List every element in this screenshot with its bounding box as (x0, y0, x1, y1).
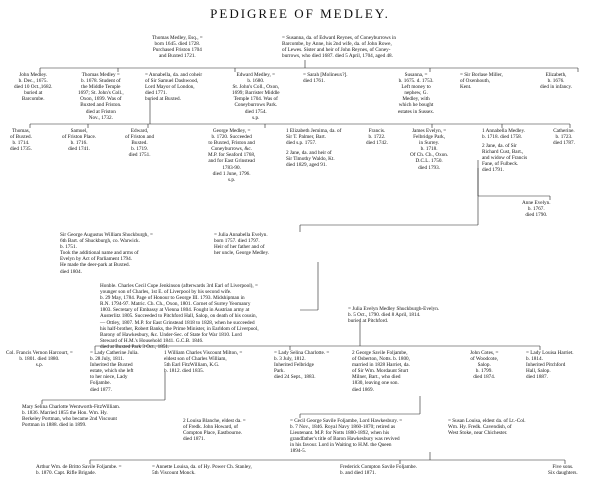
person-cope-jenkinson: Honble. Charles Cecil Cope Jenkinson (afterwards 3rd Earl of Liverpool), = younger son of Charles, 1st E. of Liverpool by his second wife. b. 29 May, 1784. Page of Honour to George III. 1793. Midshipman in R.N. 1794-97. Matric. Ch. Ch., Oxon, 1801. Cornet of Surrey Yeomanry 1803. Secretary of Embassy at Vienna 1804. Fought in Austrian army at Austerlitz 1805. Succeeded to Pitchford Hall, Salop, on death of his cousin, — Ottley, 1807. M.P. for East Grinstead 1818 to 1828, when he succeeded his half-brother, Robert Banks, the Prime Minister, in Earldom of Liverpool, Barony of Hawkesbury, &c. Under-Sec. of State for War 1810. Lord Steward of H.M.'s Household 1841. G.C.B. 1846. died at Buxted Park 3 Oct., 1851. (100, 283, 259, 350)
person-george-savile-foljambe: 2 George Savile Foljambe, of Osberton, Notts. b. 1800, married in 1828 Harriet, da. of Sir Wm. Mordaunt Sturt Milner, Bart., who died 1830, leaving one son. died 1869. (352, 350, 410, 393)
person-annabella-dashwood: = Annabella, da. and coheir of Sir Samuel Dashwood, Lord Mayor of London, died 1771. buried at Buxted. (145, 72, 203, 103)
person-frederick-foljambe: Frederick Compton Savile Foljambe. b. and died 1871. (340, 464, 417, 477)
person-susanna-reynes: = Susanna, da. of Edward Reynes, of Coneyburrows in Barcombe, by Anne, his 2nd wife, da. of John Rowe, of Lewes. Sister and heir of John Reynes, of Coney- burrows, who died 1687. died 5 April, 1704, aged 48. (282, 35, 397, 60)
person-edward-friston: Edward, of Friston and Buxted. b. 1719. died 1751. (125, 128, 155, 159)
person-shuckburgh: Sir George Augustus William Shuckburgh, = 6th Bart. of Shuckburgh, co. Warwick. b. 1751. Took the additional name and arms of Evelyn by Act of Parliament 1794. He made the deer-park at Buxted. died 1804. (60, 232, 153, 275)
person-elizabeth-1676: Elizabeth, b. 1676. died in infancy. (540, 72, 573, 91)
person-mary-selina: Mary Selina Charlotte Wentworth-FitzWilliam. b. 1836. Married 1855 the Hon. Wm. Hy. Berkeley Portman, who became 2nd Viscount Portman in 1888. died in 1899. (22, 404, 121, 429)
person-annette-louisa: = Annette Louisa, da. of Hy. Power Ch. Stanley, 5th Viscount Monck. (152, 464, 252, 477)
person-sarah-molineux: = Sarah [Molineux?]. died 1761. (303, 72, 348, 85)
person-julia-annabella-evelyn: = Julia Annabella Evelyn. born 1757. died 1797. Heir of her father and of her uncle, George Medley. (214, 232, 270, 257)
person-thomas-medley-1678: Thomas Medley = b. 1678. Student of the Middle Temple 1697; St. John's Coll., Oxon, 1699. Was of Buxted and Friston. died at Friston Nov., 1732. (78, 72, 124, 121)
person-fitzwilliam: 1 William Charles Viscount Milton, = eldest son of Charles William, 5th Earl FitzWilliam, K.G. b. 1812. died 1835. (164, 350, 243, 375)
person-lady-catherine-julia: = Lady Catherine Julia. b. 28 July, 1811. Inherited the Buxted estate, which she left to her niece, Lady Foljambe. died 1877. (90, 350, 139, 393)
person-john-medley-1675: John Medley. b. Dec., 1675. died 10 Oct.,1682. buried at Barcombe. (14, 72, 53, 103)
person-anne-evelyn: Anne Evelyn. b. 1767. died 1790. (522, 200, 551, 219)
person-edward-medley-1680: Edward Medley, = b. 1680. St. John's Coll., Oxon, 1699; Barrister Middle Temple 1704. Was of Coneyburrows Park. died 1754. s.p. (232, 72, 280, 121)
person-samuel-friston: Samuel, of Friston Place. b. 1716. died 1741. (62, 128, 97, 153)
person-thomas-buxted: Thomas, of Buxted. b. 1714. died 1735. (10, 128, 32, 153)
person-george-medley-1720: George Medley, = b. 1720. Succeeded to Buxted, Friston and Coneyburrows, &c. M.P. for Seaford 1768, and for East Grinstead 1783-90. died 1 June, 1796. s.p. (208, 128, 256, 183)
person-julia-shuckburgh-evelyn: = Julia Evelyn Medley Shuckburgh-Evelyn. b. 5 Oct., 1790. died 8 April, 1814. buried at Pitchford. (348, 306, 440, 325)
person-thomas-medley-1645: Thomas Medley, Esq., = born 1645. died 1728. Purchased Friston 1704 and Buxted 1721. (152, 35, 203, 60)
person-lady-louisa-harriet: = Lady Louisa Harriet. b. 1814. Inherited Pitchford Hall, Salop. died 1887. (526, 350, 574, 381)
person-annabella-medley-1718: 1 Annabella Medley. b. 1718. died 1758. (482, 128, 526, 141)
person-arthur-foljambe: Arthur Wm. de Britto Savile Foljambe. = b. 1870. Capt. Rifle Brigade. (36, 464, 122, 477)
person-cecil-foljambe: = Cecil George Savile Foljambe, Lord Hawkesbury. = b. 7 Nov., 1846. Royal Navy 1860-1870; retired as Lieutenant. M.P. for Notts 1880-1892, when his grandfather's title of Baron Hawkesbury was revived in his favour. Lord in Waiting to H.M. the Queen 1894-5. (290, 418, 403, 455)
page-title: PEDIGREE OF MEDLEY. (210, 6, 390, 21)
person-jane-waldo: 2 Jane, da. and heir of Sir Timothy Waldo, Kt. died 1829, aged 91. (286, 150, 335, 169)
person-susan-louisa: = Susan Louisa, eldest da. of Lt.-Col. Wm. Hy. Fredk. Cavendish, of West Stoke, near Chichester. (448, 418, 526, 437)
person-jane-fane: 2 Jane, da. of Sir Richard Cust, Bart., and widow of Francis Fane, of Fulbeck. died 1791. (482, 143, 528, 174)
person-borlase-miller: = Sir Borlase Miller, of Oxenhouth, Kent. (460, 72, 503, 91)
person-james-evelyn: James Evelyn, = Felbridge Park, in Surrey. b. 1718. Of Ch. Ch., Oxon. D.C.L. 1750. died 1793. (410, 128, 449, 171)
person-lady-selina-charlotte: = Lady Selina Charlotte. = b. 3 July, 1812. Inherited Felbridge Park. died 24 Sept., 1883. (274, 350, 330, 381)
person-five-sons-six-daughters: Five sons. Six daughters. (548, 464, 578, 477)
person-harcourt: Col. Francis Vernon Harcourt, = b. 1801. died 1880. s.p. (6, 350, 73, 369)
person-catherine-1723: Catherine. b. 1723. died 1787. (553, 128, 575, 147)
person-john-cotes: John Cotes, = of Woodcote, Salop. b. 1799. died 1874. (470, 350, 499, 381)
person-elizabeth-jemima: 1 Elizabeth Jemima, da. of Sir T. Palmer, Bart. died s.p. 1757. (286, 128, 342, 147)
person-francis-1722: Francis. b. 1722. died 1742. (366, 128, 388, 147)
person-susanna-1675: Susanna, = b. 1675. d. 1753. Left money to nephew, G. Medley, with which he bought estates in Sussex. (398, 72, 435, 115)
person-louisa-blanche: 2 Louisa Blanche, eldest da. = of Fredk. John Howard, of Compton Place, Eastbourne. died 1871. (183, 418, 246, 443)
